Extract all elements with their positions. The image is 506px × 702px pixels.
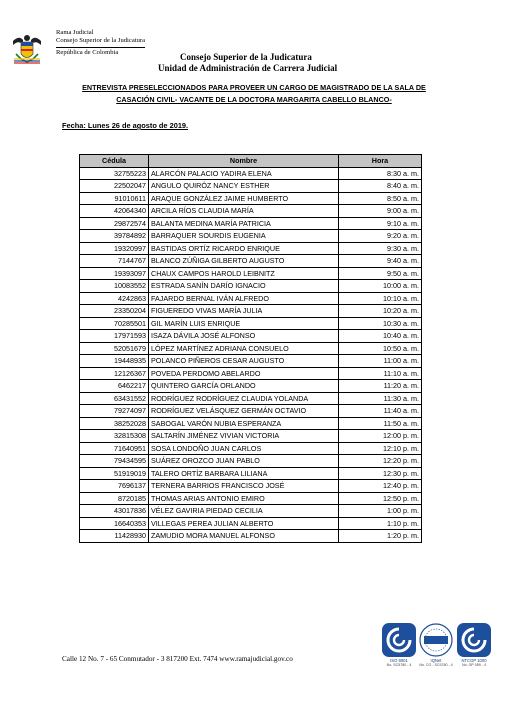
footer-address: Calle 12 No. 7 - 65 Conmutador - 3 817200 Ext. 7474 www.ramajudicial.gov.co: [62, 655, 293, 663]
icontec-iso9001-icon: [381, 622, 417, 658]
cell-cedula: 8720185: [80, 492, 149, 505]
table-row: [80, 267, 422, 280]
cell-hora: 12:10 p. m.: [339, 442, 422, 455]
table-row: [80, 292, 422, 305]
organization-heading: [56, 29, 145, 57]
title-line-1: ENTREVISTA PRESELECCIONADOS PARA PROVEER UN CARGO DE MAGISTRADO DE LA SALA DE: [82, 83, 426, 92]
cell-nombre: BLANCO ZÚÑIGA GILBERTO AUGUSTO: [149, 255, 339, 268]
cell-nombre: SALTARÍN JIMÉNEZ VIVIAN VICTORIA: [149, 430, 339, 443]
cell-cedula: 17971593: [80, 330, 149, 343]
table-row: [80, 405, 422, 418]
table-row: [80, 230, 422, 243]
iqnet-logo: [418, 622, 454, 667]
cell-cedula: 6462217: [80, 380, 149, 393]
org-line-republica: República de Colombia: [56, 48, 119, 56]
cell-nombre: SABOGAL VARÓN NUBIA ESPERANZA: [149, 417, 339, 430]
cell-nombre: VILLEGAS PEREA JULIAN ALBERTO: [149, 517, 339, 530]
table-row: [80, 367, 422, 380]
cell-hora: 12:50 p. m.: [339, 492, 422, 505]
cell-cedula: 91010611: [80, 192, 149, 205]
cell-hora: 1:00 p. m.: [339, 505, 422, 518]
cell-hora: 12:20 p. m.: [339, 455, 422, 468]
cell-cedula: 22502047: [80, 180, 149, 193]
cell-cedula: 32755223: [80, 167, 149, 180]
cell-hora: 11:50 a. m.: [339, 417, 422, 430]
cell-cedula: 29872574: [80, 217, 149, 230]
header-hora: Hora: [339, 155, 422, 168]
table-row: [80, 167, 422, 180]
icontec-ntcgp1000-logo: [456, 622, 492, 667]
cell-hora: 12:30 p. m.: [339, 467, 422, 480]
table-row: [80, 392, 422, 405]
cell-cedula: 63431552: [80, 392, 149, 405]
cell-cedula: 79274097: [80, 405, 149, 418]
cell-nombre: ARAQUE GONZÁLEZ JAIME HUMBERTO: [149, 192, 339, 205]
cell-nombre: SOSA LONDOÑO JUAN CARLOS: [149, 442, 339, 455]
cell-cedula: 16640353: [80, 517, 149, 530]
cell-nombre: POLANCO PIÑEROS CESAR AUGUSTO: [149, 355, 339, 368]
cell-nombre: ESTRADA SANÍN DARÍO IGNACIO: [149, 280, 339, 293]
cell-hora: 11:10 a. m.: [339, 367, 422, 380]
unit-heading: [158, 52, 337, 73]
table-row: [80, 530, 422, 543]
table-row: [80, 380, 422, 393]
cell-hora: 11:40 a. m.: [339, 405, 422, 418]
cell-hora: 9:00 a. m.: [339, 205, 422, 218]
iqnet-icon: [418, 622, 454, 658]
date-label: Fecha: Lunes 26 de agosto de 2019.: [62, 121, 189, 130]
table-row: [80, 442, 422, 455]
org-line-consejo: Consejo Superior de la Judicatura: [56, 37, 145, 47]
table-row: [80, 430, 422, 443]
unit-line-consejo: Consejo Superior de la Judicatura: [180, 52, 312, 62]
cell-hora: 11:30 a. m.: [339, 392, 422, 405]
cell-hora: 8:30 a. m.: [339, 167, 422, 180]
cell-nombre: FIGUEREDO VIVAS MARÍA JULIA: [149, 305, 339, 318]
cell-nombre: TERNERA BARRIOS FRANCISCO JOSÉ: [149, 480, 339, 493]
cell-hora: 9:20 a. m.: [339, 230, 422, 243]
cell-nombre: QUINTERO GARCÍA ORLANDO: [149, 380, 339, 393]
table-row: [80, 355, 422, 368]
cell-cedula: 7696137: [80, 480, 149, 493]
cell-nombre: ANGULO QUIRÓZ NANCY ESTHER: [149, 180, 339, 193]
cell-cedula: 32815308: [80, 430, 149, 443]
cell-hora: 9:10 a. m.: [339, 217, 422, 230]
title-line-2: CASACIÓN CIVIL- VACANTE DE LA DOCTORA MARGARITA CABELLO BLANCO-: [116, 94, 392, 104]
icontec-ntcgp1000-icon: [456, 622, 492, 658]
cell-nombre: ISAZA DÁVILA JOSÉ ALFONSO: [149, 330, 339, 343]
cell-cedula: 23350204: [80, 305, 149, 318]
cell-nombre: ZAMUDIO MORA MANUEL ALFONSO: [149, 530, 339, 543]
table-row: [80, 280, 422, 293]
cell-cedula: 38252028: [80, 417, 149, 430]
cell-cedula: 7144767: [80, 255, 149, 268]
cell-hora: 12:40 p. m.: [339, 480, 422, 493]
icontec-iso9001-logo: [381, 622, 417, 667]
cell-nombre: RODRÍGUEZ VELÁSQUEZ GERMÁN OCTAVIO: [149, 405, 339, 418]
cell-nombre: SUÁREZ OROZCO JUAN PABLO: [149, 455, 339, 468]
cell-cedula: 42064340: [80, 205, 149, 218]
table-row: [80, 455, 422, 468]
table-row: [80, 467, 422, 480]
cell-cedula: 19448935: [80, 355, 149, 368]
cell-nombre: VÉLEZ GAVIRIA PIEDAD CECILIA: [149, 505, 339, 518]
cell-nombre: FAJARDO BERNAL IVÁN ALFREDO: [149, 292, 339, 305]
cell-cedula: 12126367: [80, 367, 149, 380]
cert-code: No. SC5780 - 4: [386, 663, 412, 667]
table-body: [80, 167, 422, 542]
cell-hora: 10:40 a. m.: [339, 330, 422, 343]
cell-hora: 11:00 a. m.: [339, 355, 422, 368]
cell-nombre: LÓPEZ MARTÍNEZ ADRIANA CONSUELO: [149, 342, 339, 355]
cell-hora: 9:30 a. m.: [339, 242, 422, 255]
header-cedula: Cédula: [80, 155, 149, 168]
table-row: [80, 492, 422, 505]
cell-hora: 10:10 a. m.: [339, 292, 422, 305]
table-row: [80, 217, 422, 230]
table-row: [80, 305, 422, 318]
table-row: [80, 180, 422, 193]
cell-hora: 10:20 a. m.: [339, 305, 422, 318]
cell-hora: 12:00 p. m.: [339, 430, 422, 443]
table-row: [80, 342, 422, 355]
cell-cedula: 43017836: [80, 505, 149, 518]
cell-nombre: BASTIDAS ORTÍZ RICARDO ENRIQUE: [149, 242, 339, 255]
cell-nombre: ALARCÓN PALACIO YADIRA ELENA: [149, 167, 339, 180]
interview-date: [62, 121, 188, 130]
cell-cedula: 4242863: [80, 292, 149, 305]
cell-nombre: TALERO ORTÍZ BARBARA LILIANA: [149, 467, 339, 480]
cell-nombre: BALANTA MEDINA MARÍA PATRICIA: [149, 217, 339, 230]
cell-nombre: POVEDA PERDOMO ABELARDO: [149, 367, 339, 380]
table-row: [80, 205, 422, 218]
cert-code: No. GP 059 - 4: [462, 663, 486, 667]
table-row: [80, 480, 422, 493]
cell-hora: 1:10 p. m.: [339, 517, 422, 530]
table-row: [80, 317, 422, 330]
table-row: [80, 505, 422, 518]
cell-cedula: 51919019: [80, 467, 149, 480]
table-header-row: [80, 155, 422, 168]
table-row: [80, 417, 422, 430]
cell-nombre: GIL MARÍN LUIS ENRIQUE: [149, 317, 339, 330]
cell-hora: 8:40 a. m.: [339, 180, 422, 193]
org-line-rama: Rama Judicial: [56, 29, 94, 36]
cell-nombre: ARCILA RÍOS CLAUDIA MARÍA: [149, 205, 339, 218]
cell-nombre: CHAUX CAMPOS HAROLD LEIBNITZ: [149, 267, 339, 280]
cert-name: NTCGP 1000: [461, 658, 487, 663]
cell-hora: 8:50 a. m.: [339, 192, 422, 205]
cell-cedula: 70285501: [80, 317, 149, 330]
cell-hora: 10:30 a. m.: [339, 317, 422, 330]
cell-cedula: 10083552: [80, 280, 149, 293]
cell-nombre: RODRÍGUEZ RODRÍGUEZ CLAUDIA YOLANDA: [149, 392, 339, 405]
cell-cedula: 52051679: [80, 342, 149, 355]
table-row: [80, 330, 422, 343]
table-row: [80, 517, 422, 530]
cell-hora: 11:20 a. m.: [339, 380, 422, 393]
cell-hora: 1:20 p. m.: [339, 530, 422, 543]
cell-nombre: BARRAQUER SOURDIS EUGENIA: [149, 230, 339, 243]
cell-cedula: 71640951: [80, 442, 149, 455]
candidates-table: [79, 154, 422, 543]
cell-cedula: 11428930: [80, 530, 149, 543]
unit-line-unidad: Unidad de Administración de Carrera Judicial: [158, 62, 338, 73]
cert-name: IQNet: [430, 658, 442, 663]
header-nombre: Nombre: [149, 155, 339, 168]
cell-nombre: THOMAS ARIAS ANTONIO EMIRO: [149, 492, 339, 505]
cell-hora: 10:50 a. m.: [339, 342, 422, 355]
table-row: [80, 255, 422, 268]
colombia-coat-of-arms-icon: [10, 32, 44, 66]
cell-cedula: 19320997: [80, 242, 149, 255]
cert-code: No. CO - SC5780 - 4: [419, 663, 453, 667]
cell-hora: 10:00 a. m.: [339, 280, 422, 293]
cell-cedula: 39784892: [80, 230, 149, 243]
cell-hora: 9:40 a. m.: [339, 255, 422, 268]
document-title: [64, 82, 444, 105]
table-row: [80, 242, 422, 255]
cell-cedula: 79434595: [80, 455, 149, 468]
cell-hora: 9:50 a. m.: [339, 267, 422, 280]
cell-cedula: 19393097: [80, 267, 149, 280]
cert-name: ISO 9001: [390, 658, 408, 663]
table-row: [80, 192, 422, 205]
